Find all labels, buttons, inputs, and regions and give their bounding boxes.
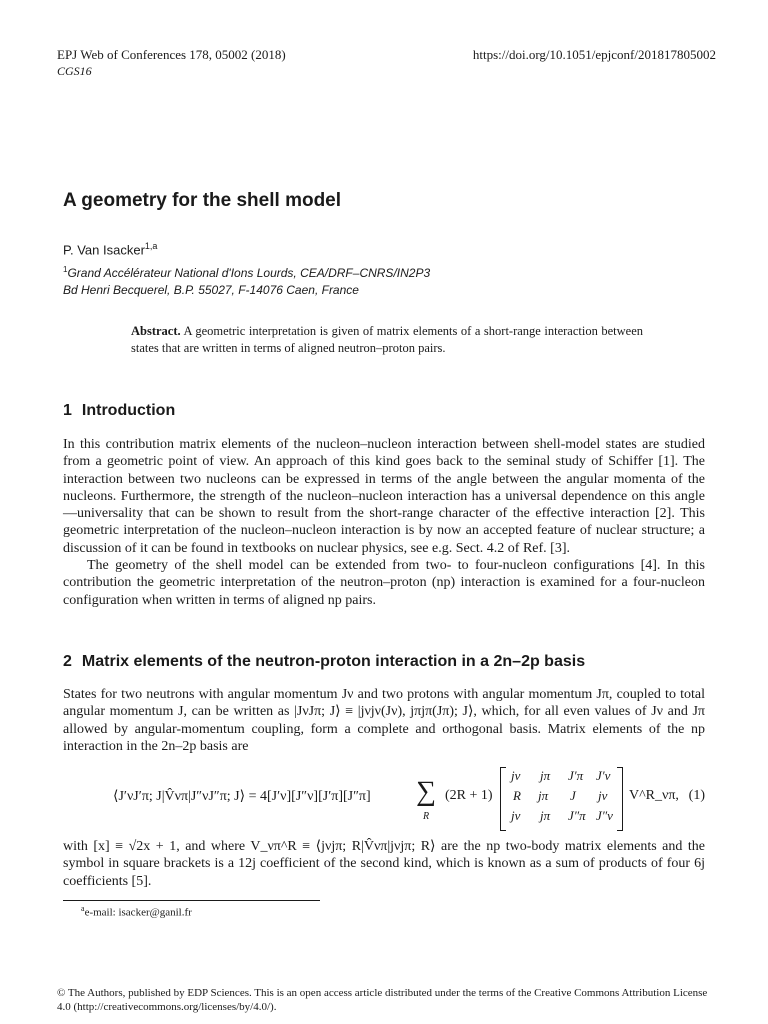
section-title: Matrix elements of the neutron-proton interaction in a 2n–2p basis	[81, 653, 586, 670]
author-marks: 1,a	[144, 241, 158, 251]
footnote-mark: a	[81, 904, 85, 913]
journal-header	[57, 47, 286, 63]
equation-lhs: ⟨J′νJ′π; J|V̂νπ|J″νJ″π; J⟩ = 4[J′ν][J″ν][J′π][J″π]	[113, 789, 371, 804]
footnote-rule	[63, 900, 320, 901]
equation-number: (1)	[688, 788, 705, 803]
matrix-cell: J	[570, 788, 576, 803]
matrix-cell: jπ	[540, 768, 551, 783]
matrix-cell: jν	[511, 808, 521, 823]
matrix-cell: J′π	[568, 768, 584, 783]
paragraph: with [x] ≡ √2x + 1, and where V_νπ^R ≡ ⟨jνjπ; R|V̂νπ|jνjπ; R⟩ are the np two-body matrix elements and the symbol in square brackets is a 12j coefficient of the second kind, which is known as a sum of products of four 6j coefficients [5].	[63, 839, 705, 889]
matrix-cell: jπ	[538, 788, 549, 803]
affiliation-mark: 1	[63, 265, 68, 274]
paper-title: A geometry for the shell model	[63, 190, 342, 211]
matrix-cell: R	[513, 788, 521, 803]
matrix-cell: jπ	[540, 808, 551, 823]
abstract-text: A geometric interpretation is given of matrix elements of a short-range interaction between states that are written in terms of aligned neutron–proton pairs.	[131, 324, 644, 355]
abstract	[131, 323, 643, 357]
right-square-bracket	[617, 767, 623, 831]
section-body-after-equation	[63, 838, 705, 890]
section-title: Introduction	[81, 402, 176, 419]
left-square-bracket	[500, 767, 506, 831]
footnote	[81, 904, 192, 919]
matrix-cell: J′ν	[596, 768, 611, 783]
conference-label: CGS16	[57, 64, 92, 78]
matrix-cell: J″ν	[596, 808, 613, 823]
section-body-introduction	[63, 436, 705, 609]
doi-link[interactable]: https://doi.org/10.1051/epjconf/201817805002	[472, 47, 716, 62]
paragraph: States for two neutrons with angular momentum Jν and two protons with angular momentum Jπ, coupled to total angular momentum J, can be written as |JνJπ; J⟩ ≡ |jνjν(Jν), jπjπ(Jπ); J⟩, which, for all even values of Jν and Jπ allowed by angular-momentum coupling, form a complete and orthogonal basis. Matrix elements of the np interaction in the 2n–2p basis are	[63, 687, 705, 754]
section-number: 1	[63, 402, 72, 419]
summation-index: R	[423, 811, 430, 822]
matrix-cell: J″π	[568, 808, 586, 823]
summation-symbol: ∑	[416, 776, 436, 807]
section-number: 2	[63, 653, 72, 670]
equation-1	[63, 764, 705, 830]
equation-rhs: V^R_νπ,	[629, 788, 679, 803]
abstract-label: Abstract.	[131, 324, 181, 338]
author-name: P. Van Isacker	[63, 242, 145, 258]
affiliation-text-1: Grand Accélérateur National d'Ions Lourds, CEA/DRF–CNRS/IN2P3	[67, 266, 431, 280]
paragraph: The geometry of the shell model can be extended from two- to four-nucleon configurations [4]. In this contribution the geometric interpretation of the neutron–proton (np) interaction is examined for a four-nucleon configuration when written in terms of aligned np pairs.	[63, 558, 705, 608]
affiliation-line-2: Bd Henri Becquerel, B.P. 55027, F-14076 Caen, France	[63, 283, 359, 297]
matrix-cell: jν	[598, 788, 608, 803]
section-body-matrix-elements	[63, 686, 705, 755]
footnote-email[interactable]: e-mail: isacker@ganil.fr	[84, 906, 192, 919]
matrix-cell: jν	[511, 768, 521, 783]
affiliation-line-1	[63, 265, 430, 280]
equation-factor: (2R + 1)	[445, 788, 493, 803]
license-notice: © The Authors, published by EDP Sciences. This is an open access article distributed under the terms of the Creative Commons Attribution License 4.0 (http://creativecommons.org/licenses/by/4.0/).	[57, 987, 708, 1013]
journal-citation: EPJ Web of Conferences 178, 05002 (2018)	[57, 47, 286, 62]
author-line	[63, 241, 157, 257]
section-heading-introduction	[63, 402, 175, 420]
section-heading-matrix-elements	[63, 653, 585, 671]
paragraph: In this contribution matrix elements of the nucleon–nucleon interaction between shell-model states are studied from a geometric point of view. An approach of this kind goes back to the seminal study of Schiffer [1]. The interaction between two nucleons can be expressed in terms of the angle between the angular momenta of the nucleons. Furthermore, the strength of the nucleon–nucleon interaction has a universal dependence on this angle—universality that can be shown to result from the short-range character of the effective interaction [2]. This geometric interpretation of the nucleon–nucleon interaction is by now an accepted feature of nuclear structure; a discussion of it can be found in textbooks on nuclear physics, see e.g. Sect. 4.2 of Ref. [3].	[63, 437, 705, 556]
